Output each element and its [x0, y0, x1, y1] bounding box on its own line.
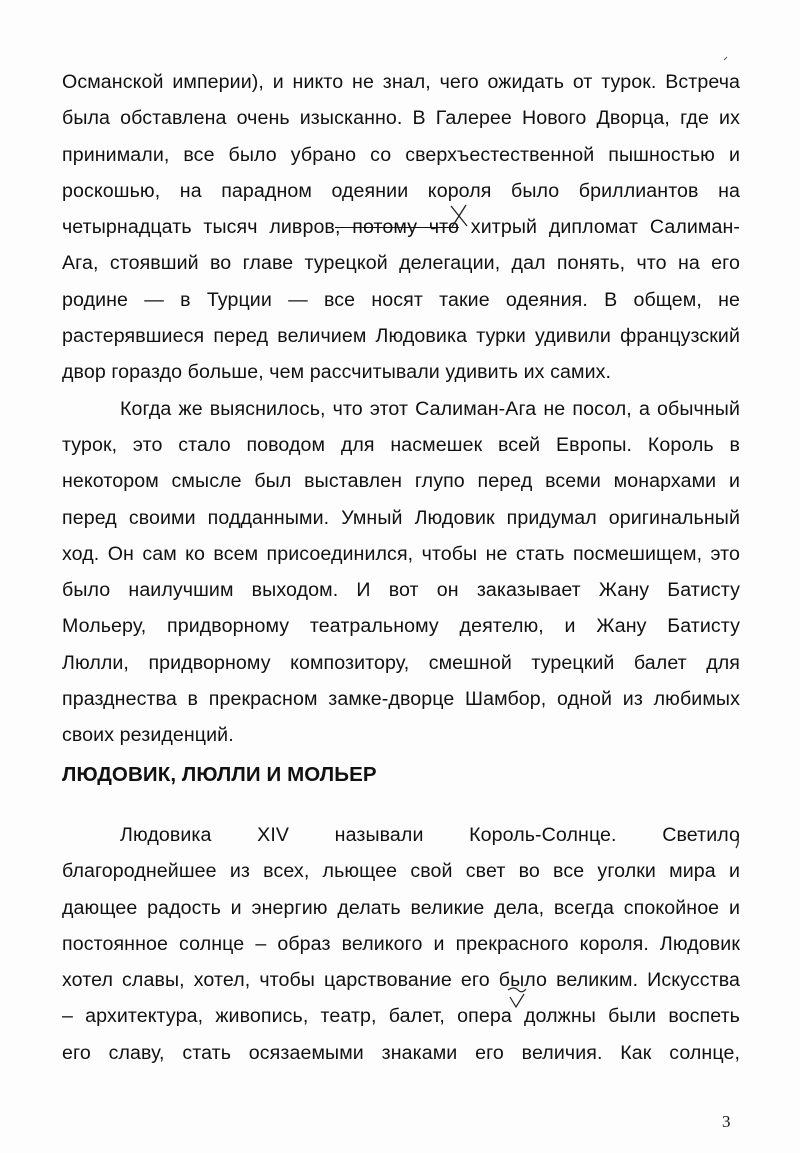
struck-text: , потому что — [334, 216, 460, 239]
text-line: было наилучшим выходом. И вот он заказывает Жану Батисту — [62, 579, 740, 602]
text-line: постоянное солнце – образ великого и прекрасного короля. Людовик — [62, 932, 740, 955]
text-line: Османской империи), и никто не знал, чего ожидать от турок. Встреча — [62, 71, 740, 93]
text-line: Людовика XIV называли Король-Солнце. Светило — [120, 824, 740, 846]
text-line: – архитектура, живопись, театр, балет, опера должны были воспеть — [62, 1005, 740, 1028]
text-line: празднества в прекрасном замке-дворце Шамбор, одной из любимых — [62, 688, 740, 711]
text-line: дающее радость и энергию делать великие дела, всегда спокойное и — [62, 896, 740, 919]
text-line: родине — в Турции — все носят такие одеяния. В общем, не — [62, 288, 740, 311]
text-line: роскошью, на парадном одеянии короля было бриллиантов на — [62, 179, 740, 202]
text-line: хотел славы, хотел, чтобы царствование его было великим. Искусства — [62, 969, 740, 992]
text-line: принимали, все было убрано со сверхъестественной пышностью и — [62, 143, 740, 166]
scan-speck-mark — [722, 54, 730, 62]
text-line: растерявшиеся перед величием Людовика турки удивили французский — [62, 325, 740, 348]
page-number: 3 — [722, 1112, 731, 1131]
text-line: была обставлена очень изысканно. В Галерее Нового Дворца, где их — [62, 107, 740, 130]
section-heading: ЛЮДОВИК, ЛЮЛЛИ И МОЛЬЕР — [62, 763, 377, 786]
text-line: турок, это стало поводом для насмешек всей Европы. Король в — [62, 433, 740, 456]
text-fragment: хитрый дипломат Салиман- — [459, 216, 741, 239]
text-line: Ага, стоявший во главе турецкой делегации, дал понять, что на его — [62, 252, 740, 275]
text-fragment: четырнадцать тысяч ливров — [62, 216, 335, 239]
text-line: благороднейшее из всех, льющее свой свет во все уголки мира и — [62, 860, 740, 883]
text-line: некотором смысле был выставлен глупо перед всеми монархами и — [62, 470, 740, 493]
body-text-bottom — [62, 817, 740, 1071]
text-line: своих резиденций. — [62, 724, 234, 747]
text-line: Мольеру, придворному театральному деятелю, и Жану Батисту — [62, 615, 740, 638]
text-line: его славу, стать осязаемыми знаками его величия. Как солнце, — [62, 1041, 740, 1064]
body-text-top — [62, 64, 740, 754]
text-line: Когда же выяснилось, что этот Салиман-Ага не посол, а обычный — [120, 397, 740, 420]
text-line-with-correction — [62, 209, 740, 245]
text-line: Люлли, придворному композитору, смешной турецкий балет для — [62, 651, 740, 674]
text-line: ход. Он сам ко всем присоединился, чтобы не стать посмешищем, это — [62, 542, 740, 565]
text-line: перед своими подданными. Умный Людовик придумал оригинальный — [62, 506, 740, 529]
text-line: двор гораздо больше, чем рассчитывали удивить их самих. — [62, 361, 612, 384]
